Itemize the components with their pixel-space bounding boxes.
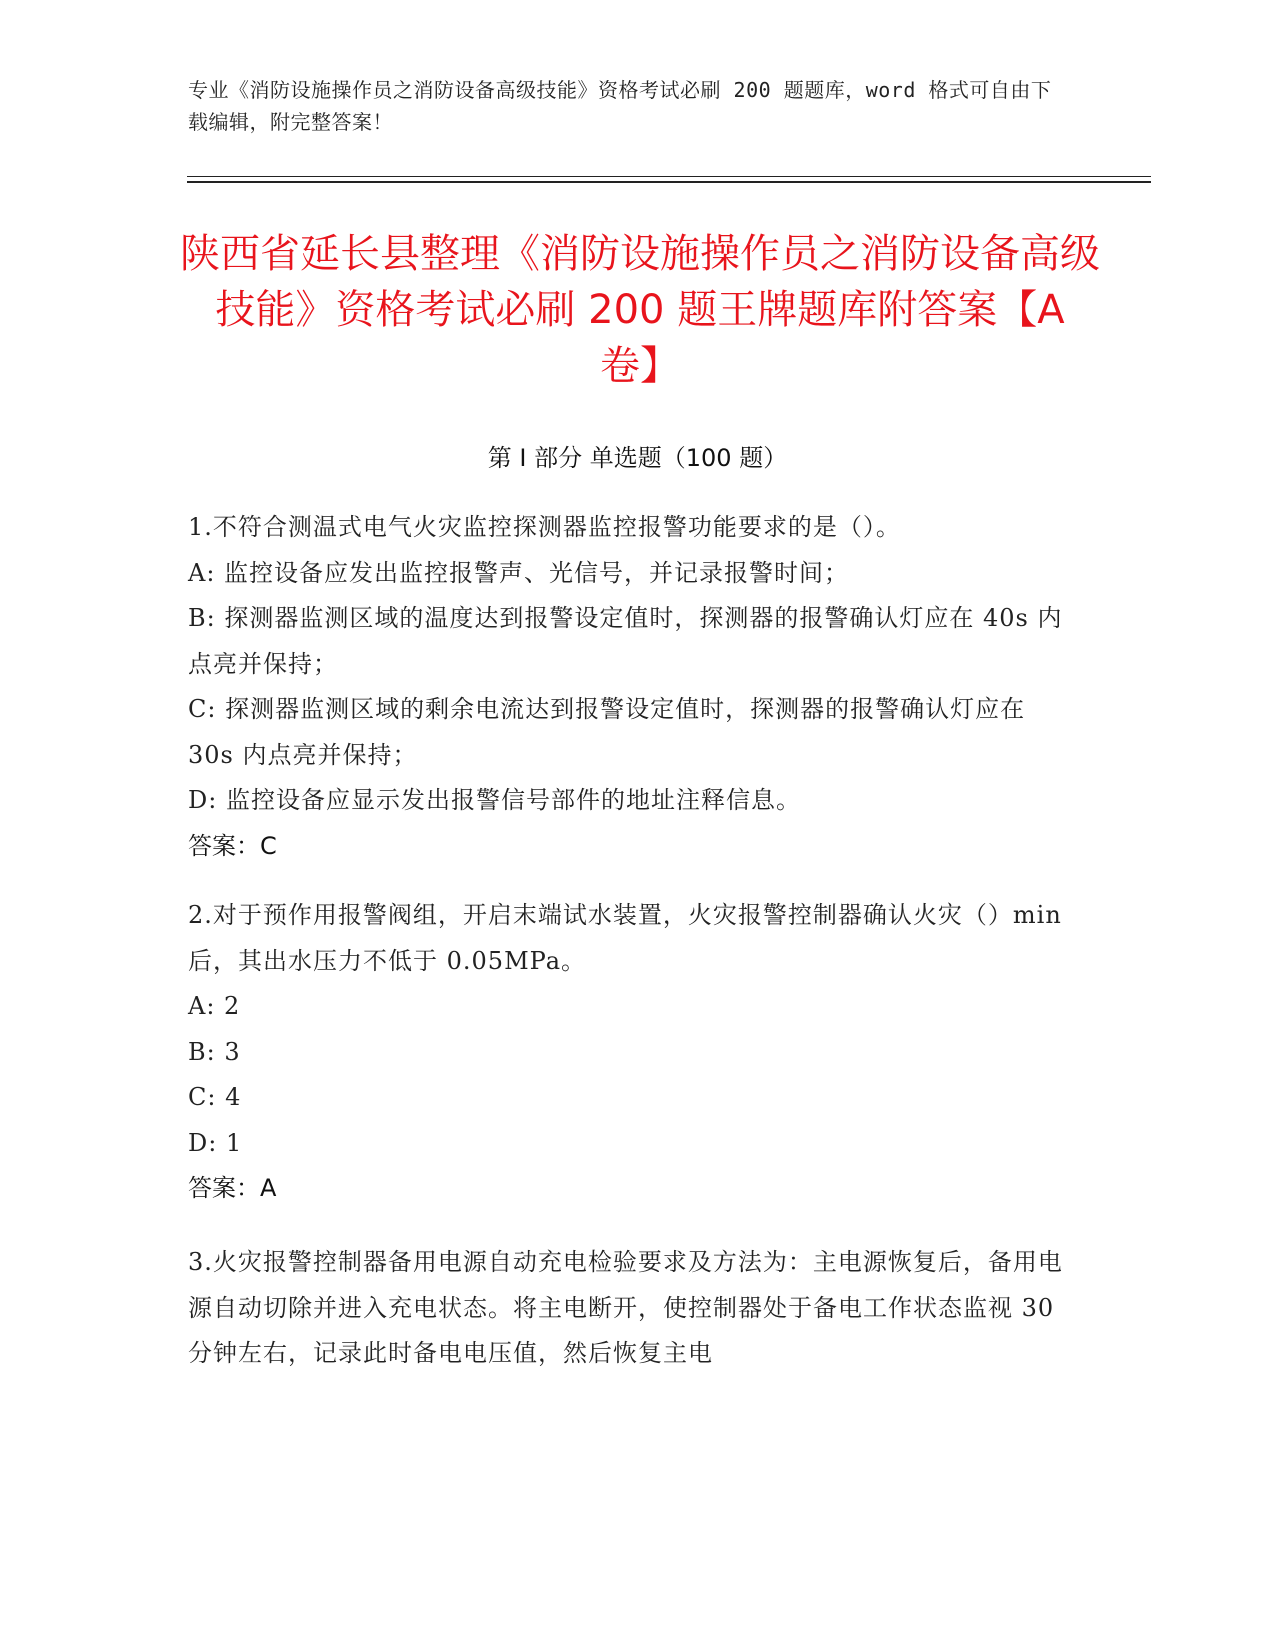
header-note: 专业《消防设施操作员之消防设备高级技能》资格考试必刷 200 题题库，word 格式可自由下载编辑，附完整答案！ [188,78,1052,134]
header-divider-thin [187,176,1151,177]
header-divider-thick [187,181,1151,183]
option-a: A: 2 [188,992,241,1020]
answer-line: 答案：A [188,1174,277,1202]
option-b: B: 探测器监测区域的温度达到报警设定值时，探测器的报警确认灯应在 40s 内点亮并保持； [188,604,1063,678]
question-1 [188,505,1068,869]
option-c: C: 4 [188,1083,242,1111]
option-d: D: 1 [188,1128,243,1157]
section-heading: 第 I 部分 单选题（100 题） [487,444,788,472]
question-stem: 3.火灾报警控制器备用电源自动充电检验要求及方法为：主电源恢复后，备用电源自动切除并进入充电状态。将主电断开，使控制器处于备电工作状态监视 30 分钟左右，记录此时备电电压值，然后恢复主电 [188,1248,1063,1367]
question-2 [188,893,1068,1212]
question-3 [188,1240,1068,1377]
option-b: B: 3 [188,1037,241,1066]
option-c: C: 探测器监测区域的剩余电流达到报警设定值时，探测器的报警确认灯应在 30s 内点亮并保持； [188,695,1026,769]
answer-line: 答案：C [188,831,277,860]
document-title: 陕西省延长县整理《消防设施操作员之消防设备高级技能》资格考试必刷 200 题王牌题库附答案【A 卷】 [180,231,1100,389]
question-stem: 2.对于预作用报警阀组，开启末端试水装置，火灾报警控制器确认火灾（）min 后，其出水压力不低于 0.05MPa。 [188,901,1062,975]
option-d: D: 监控设备应显示发出报警信号部件的地址注释信息。 [188,786,801,814]
option-a: A: 监控设备应发出监控报警声、光信号，并记录报警时间； [188,558,850,587]
question-stem: 1.不符合测温式电气火灾监控探测器监控报警功能要求的是（）。 [188,513,901,541]
